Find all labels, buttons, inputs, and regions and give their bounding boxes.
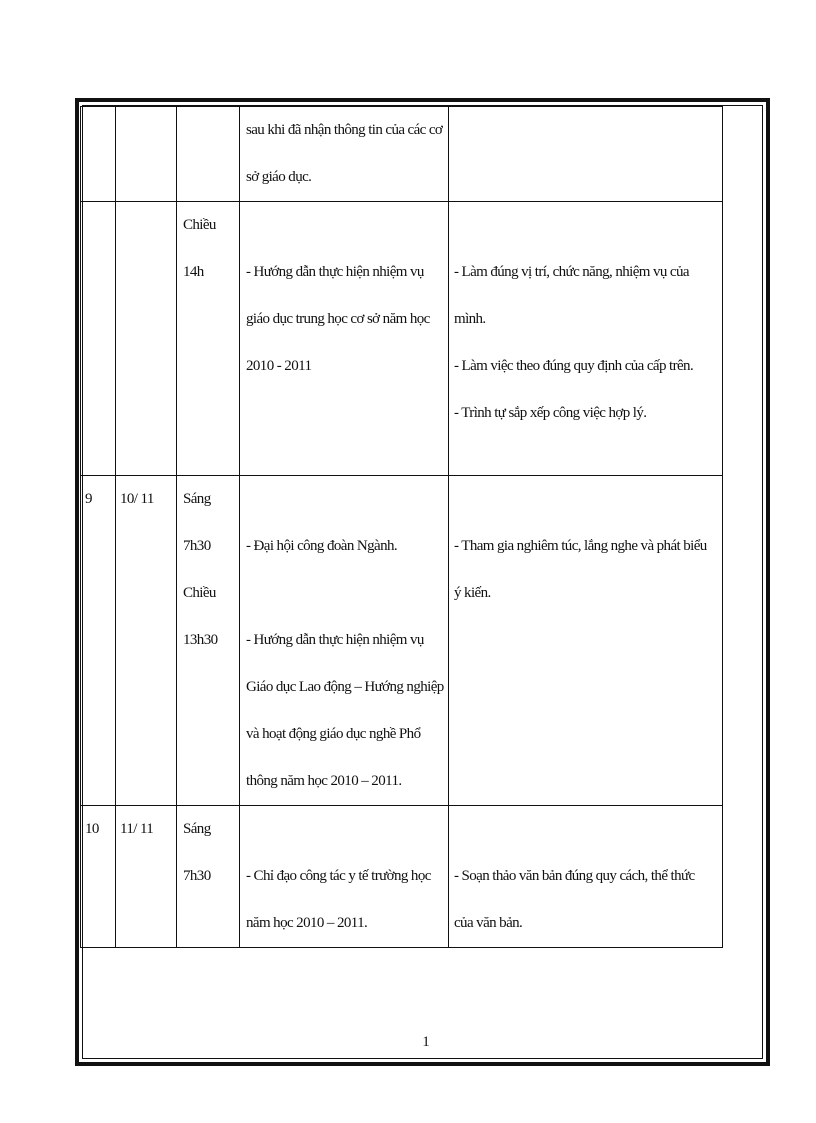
- activity-line: năm học 2010 – 2011.: [246, 915, 368, 931]
- table-row: [81, 107, 723, 202]
- activity-line: - Hướng dẫn thực hiện nhiệm vụ: [246, 632, 424, 648]
- requirement-line: - Làm việc theo đúng quy định của cấp trên.: [454, 358, 694, 374]
- cell-no: 9: [81, 476, 116, 806]
- cell-date: [116, 202, 177, 476]
- requirement-line: của văn bản.: [454, 915, 523, 931]
- cell-no: [81, 107, 116, 202]
- cell-activity: [240, 202, 449, 476]
- time-line: 13h30: [183, 632, 218, 648]
- time-line: 14h: [183, 264, 204, 280]
- requirement-line: - Trình tự sắp xếp công việc hợp lý.: [454, 405, 647, 421]
- time-line: Chiều: [183, 217, 216, 233]
- page-number: 1: [422, 1034, 430, 1050]
- cell-date: 11/ 11: [116, 806, 177, 948]
- time-line: Sáng: [183, 821, 211, 837]
- table-row: [81, 806, 723, 948]
- activity-line: giáo dục trung học cơ sở năm học: [246, 311, 430, 327]
- cell-time: [177, 806, 240, 948]
- requirement-line: mình.: [454, 311, 486, 327]
- cell-requirement: [449, 107, 723, 202]
- activity-line: sở giáo dục.: [246, 169, 312, 185]
- cell-time: [177, 107, 240, 202]
- cell-time: [177, 476, 240, 806]
- activity-line: và hoạt động giáo dục nghề Phổ: [246, 726, 421, 742]
- requirement-line: - Làm đúng vị trí, chức năng, nhiệm vụ của: [454, 264, 689, 280]
- time-line: 7h30: [183, 868, 211, 884]
- activity-line: sau khi đã nhận thông tin của các cơ: [246, 122, 443, 138]
- cell-activity: [240, 806, 449, 948]
- cell-activity: [240, 107, 449, 202]
- cell-requirement: [449, 806, 723, 948]
- time-line: Chiều: [183, 585, 216, 601]
- cell-requirement: [449, 476, 723, 806]
- time-line: 7h30: [183, 538, 211, 554]
- time-line: Sáng: [183, 491, 211, 507]
- activity-line: - Chỉ đạo công tác y tế trường học: [246, 868, 431, 884]
- cell-activity: [240, 476, 449, 806]
- requirement-line: - Tham gia nghiêm túc, lắng nghe và phát biểu: [454, 538, 707, 554]
- table-row: [81, 202, 723, 476]
- schedule-table: [80, 106, 723, 948]
- cell-no: 10: [81, 806, 116, 948]
- cell-time: [177, 202, 240, 476]
- activity-line: - Hướng dẫn thực hiện nhiệm vụ: [246, 264, 424, 280]
- activity-line: thông năm học 2010 – 2011.: [246, 773, 402, 789]
- cell-date: 10/ 11: [116, 476, 177, 806]
- cell-date: [116, 107, 177, 202]
- requirement-line: ý kiến.: [454, 585, 491, 601]
- activity-line: 2010 - 2011: [246, 358, 312, 374]
- activity-line: - Đại hội công đoàn Ngành.: [246, 538, 398, 554]
- activity-line: Giáo dục Lao động – Hướng nghiệp: [246, 679, 444, 695]
- requirement-line: - Soạn thảo văn bản đúng quy cách, thể thức: [454, 868, 695, 884]
- cell-no: [81, 202, 116, 476]
- cell-requirement: [449, 202, 723, 476]
- table-row: [81, 476, 723, 806]
